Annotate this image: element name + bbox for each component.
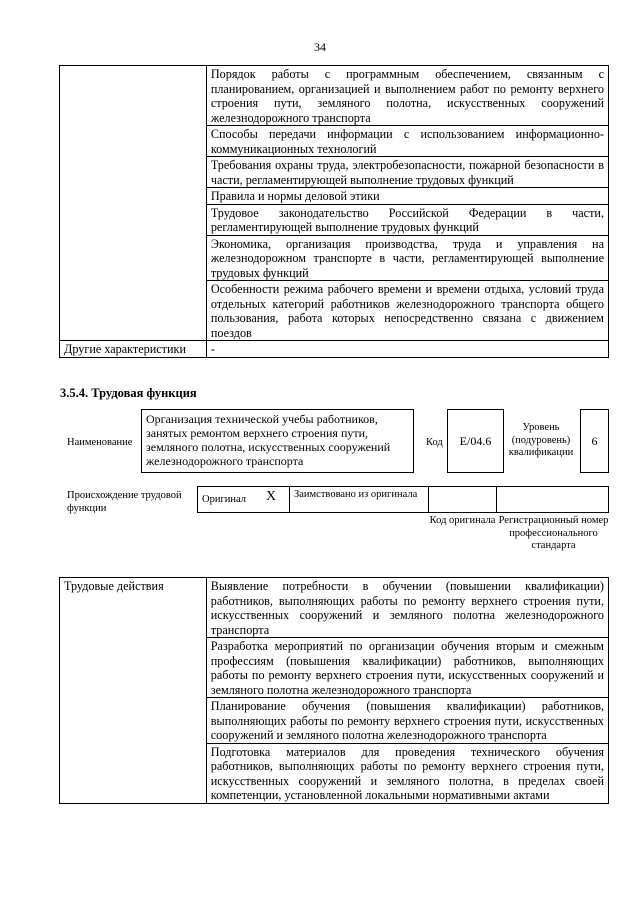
action-item: Планирование обучения (повышения квалификации) работников, выполняющих работы по ремонту верхнего строения пути, искусственных сооружений и земляного полотна железнодорожного транспорта bbox=[206, 698, 608, 744]
origin-table bbox=[197, 486, 609, 513]
function-name: Организация технической учебы работников, занятых ремонтом верхнего строения пути, земляного полотна, искусственных сооружений железнодорожного транспорта bbox=[146, 412, 391, 468]
action-item: Подготовка материалов для проведения технического обучения работников, выполняющих работы по ремонту верхнего строения пути, искусственных сооружений и земляного полотна, в пределах своей компетенции, установленной локальными нормативными актами bbox=[206, 743, 608, 803]
knowledge-item: Правила и нормы деловой этики bbox=[206, 188, 608, 205]
borrowed-label: Заимствовано из оригинала bbox=[294, 489, 418, 500]
code-box bbox=[447, 409, 504, 473]
code-caption: Код оригинала bbox=[429, 515, 496, 526]
actions-table bbox=[59, 577, 609, 804]
original-mark: X bbox=[266, 489, 277, 504]
knowledge-item: Требования охраны труда, электробезопасности, пожарной безопасности в части, регламентирующей выполнение трудовых функций bbox=[206, 157, 608, 188]
level-box bbox=[580, 409, 609, 473]
origin-label: Происхождение трудовой функции bbox=[67, 490, 182, 514]
action-item: Выявление потребности в обучении (повышении квалификации) работников, выполняющих работы по ремонту верхнего строения пути, искусственных сооружений и земляного полотна железнодорожного транспорта bbox=[206, 578, 608, 638]
reg-number-cell bbox=[496, 486, 609, 513]
knowledge-item: Особенности режима рабочего времени и времени отдыха, условий труда отдельных категорий работников железнодорожного транспорта общего пользования, работа которых непосредственно связана с движением поездов bbox=[206, 281, 608, 341]
code-value: E/04.6 bbox=[459, 434, 492, 448]
action-item: Разработка мероприятий по организации обучения вторым и смежным профессиям (повышения квалификации) работников, выполняющих работы по ремонту верхнего строения пути, искусственных сооружений и земляного полотна железнодорожного транспорта bbox=[206, 638, 608, 698]
reg-caption: Регистрационный номер профессионального стандарта bbox=[498, 515, 609, 551]
level-value: 6 bbox=[591, 434, 598, 448]
page-number: 34 bbox=[314, 40, 326, 54]
knowledge-table bbox=[59, 65, 609, 358]
code-label: Код bbox=[426, 437, 443, 448]
knowledge-item: Трудовое законодательство Российской Федерации в части, регламентирующей выполнение трудовых функций bbox=[206, 204, 608, 235]
other-characteristics-label: Другие характеристики bbox=[60, 341, 207, 358]
knowledge-item: Способы передачи информации с использованием информационно-коммуникационных технологий bbox=[206, 126, 608, 157]
other-characteristics-value: - bbox=[206, 341, 608, 358]
original-label: Оригинал bbox=[202, 494, 246, 505]
knowledge-item: Экономика, организация производства, труда и управления на железнодорожном транспорте в части, регламентирующей выполнение трудовых функций bbox=[206, 235, 608, 281]
knowledge-label-cell bbox=[60, 66, 207, 341]
level-label: Уровень (подуровень) квалификации bbox=[508, 422, 574, 458]
name-label: Наименование bbox=[67, 437, 133, 448]
knowledge-item: Порядок работы с программным обеспечением, связанным с планированием, организацией и выполнением работ по ремонту верхнего строения пути, земляного полотна, искусственных сооружений железнодорожного транспорта bbox=[206, 66, 608, 126]
borrowed-cell bbox=[289, 486, 429, 513]
actions-label: Трудовые действия bbox=[60, 578, 207, 804]
original-code-cell bbox=[428, 486, 497, 513]
original-cell bbox=[197, 486, 290, 513]
section-title: 3.5.4. Трудовая функция bbox=[60, 386, 197, 400]
function-name-box bbox=[141, 409, 414, 473]
